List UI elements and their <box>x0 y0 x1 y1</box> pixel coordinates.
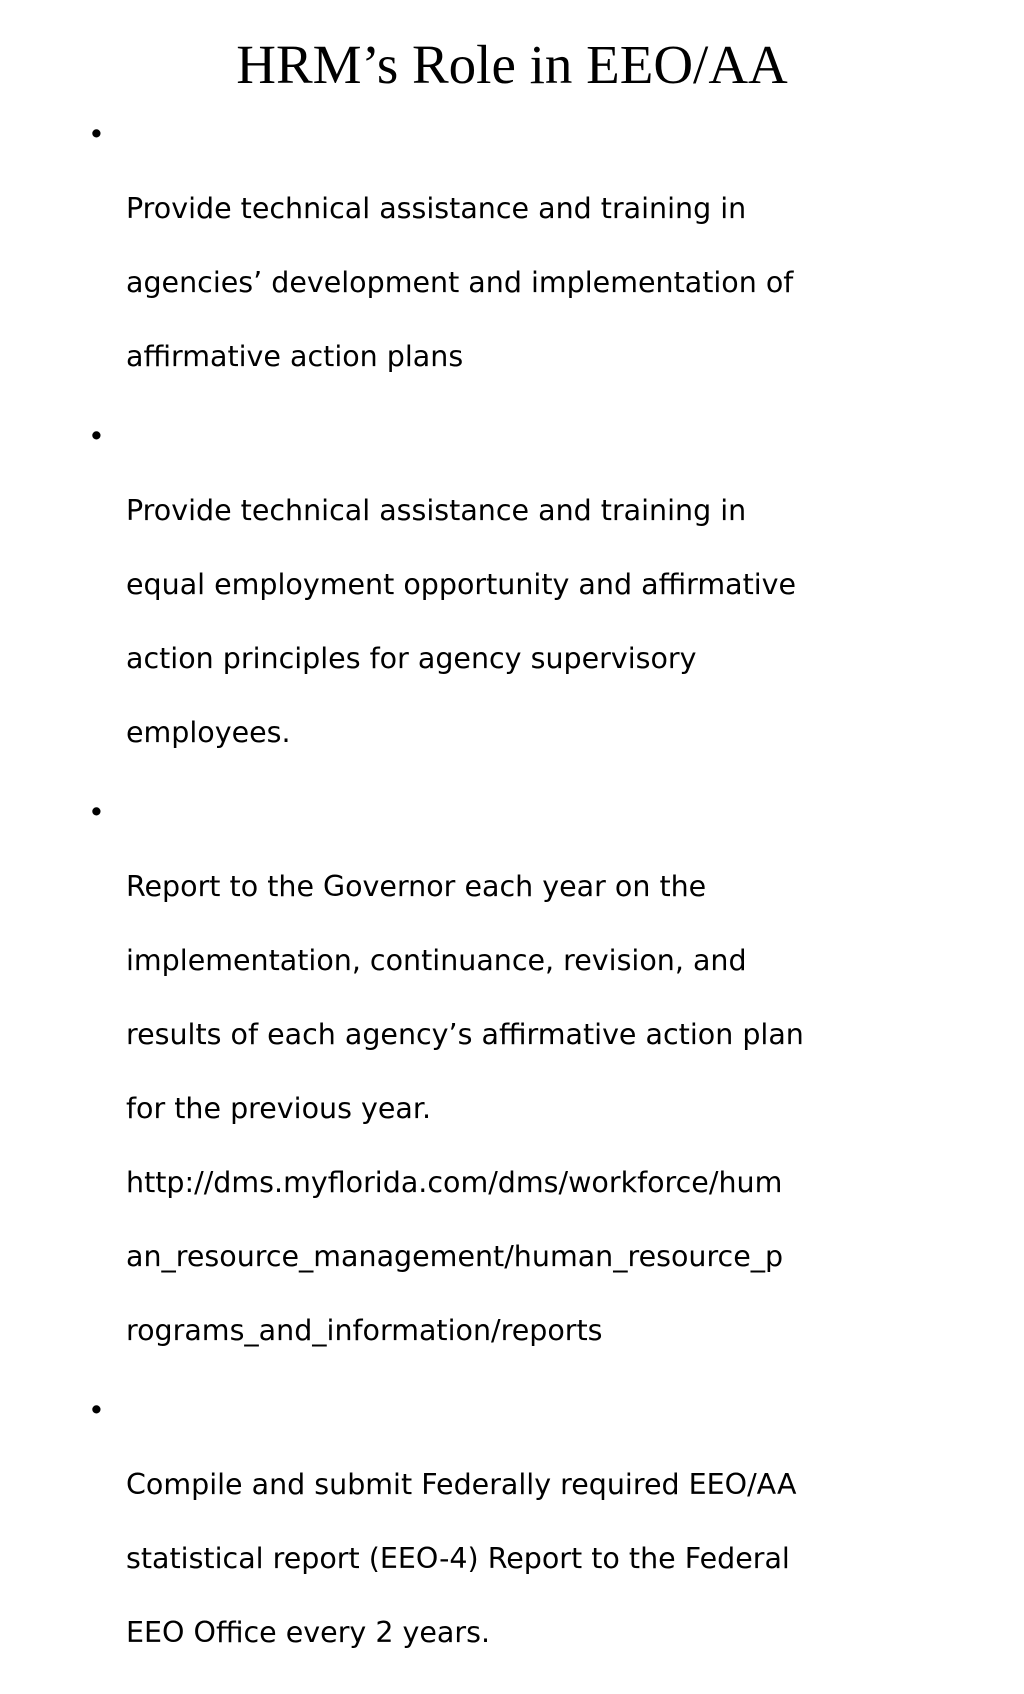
bullet-text-line: agencies’ development and implementation of <box>126 266 794 299</box>
bullet-text-line: equal employment opportunity and affirmative <box>126 568 797 601</box>
bullet-text-line: implementation, continuance, revision, and <box>126 944 747 977</box>
bullet-text-line: Provide technical assistance and training in <box>126 192 747 225</box>
bullet-item-eeo4-report <box>88 1392 948 1688</box>
report-url-line: rograms_and_information/reports <box>126 1314 603 1347</box>
bullet-item-technical-assistance-eeo <box>88 418 948 788</box>
bullet-text-line: affirmative action plans <box>126 340 464 373</box>
bullet-text-line: Report to the Governor each year on the <box>126 870 707 903</box>
bullet-text-line: EEO Office every 2 years. <box>126 1616 491 1649</box>
bullet-list <box>88 116 948 1694</box>
bullet-marker: • <box>88 118 105 151</box>
slide-title: HRM’s Role in EEO/AA <box>236 34 788 95</box>
bullet-text-line: action principles for agency supervisory <box>126 642 697 675</box>
bullet-text-line: employees. <box>126 716 291 749</box>
bullet-item-technical-assistance-aap <box>88 116 948 412</box>
bullet-item-report-to-governor <box>88 794 948 1386</box>
bullet-text-line: Compile and submit Federally required EEO/AA <box>126 1468 797 1501</box>
bullet-marker: • <box>88 1394 105 1427</box>
bullet-text-line: for the previous year. <box>126 1092 432 1125</box>
bullet-text-line: statistical report (EEO-4) Report to the Federal <box>126 1542 790 1575</box>
bullet-text-line: results of each agency’s affirmative action plan <box>126 1018 804 1051</box>
bullet-text-line: Provide technical assistance and training in <box>126 494 747 527</box>
bullet-marker: • <box>88 796 105 829</box>
report-url-line: http://dms.myflorida.com/dms/workforce/hum <box>126 1166 783 1199</box>
report-url-line: an_resource_management/human_resource_p <box>126 1240 784 1273</box>
bullet-marker: • <box>88 420 105 453</box>
